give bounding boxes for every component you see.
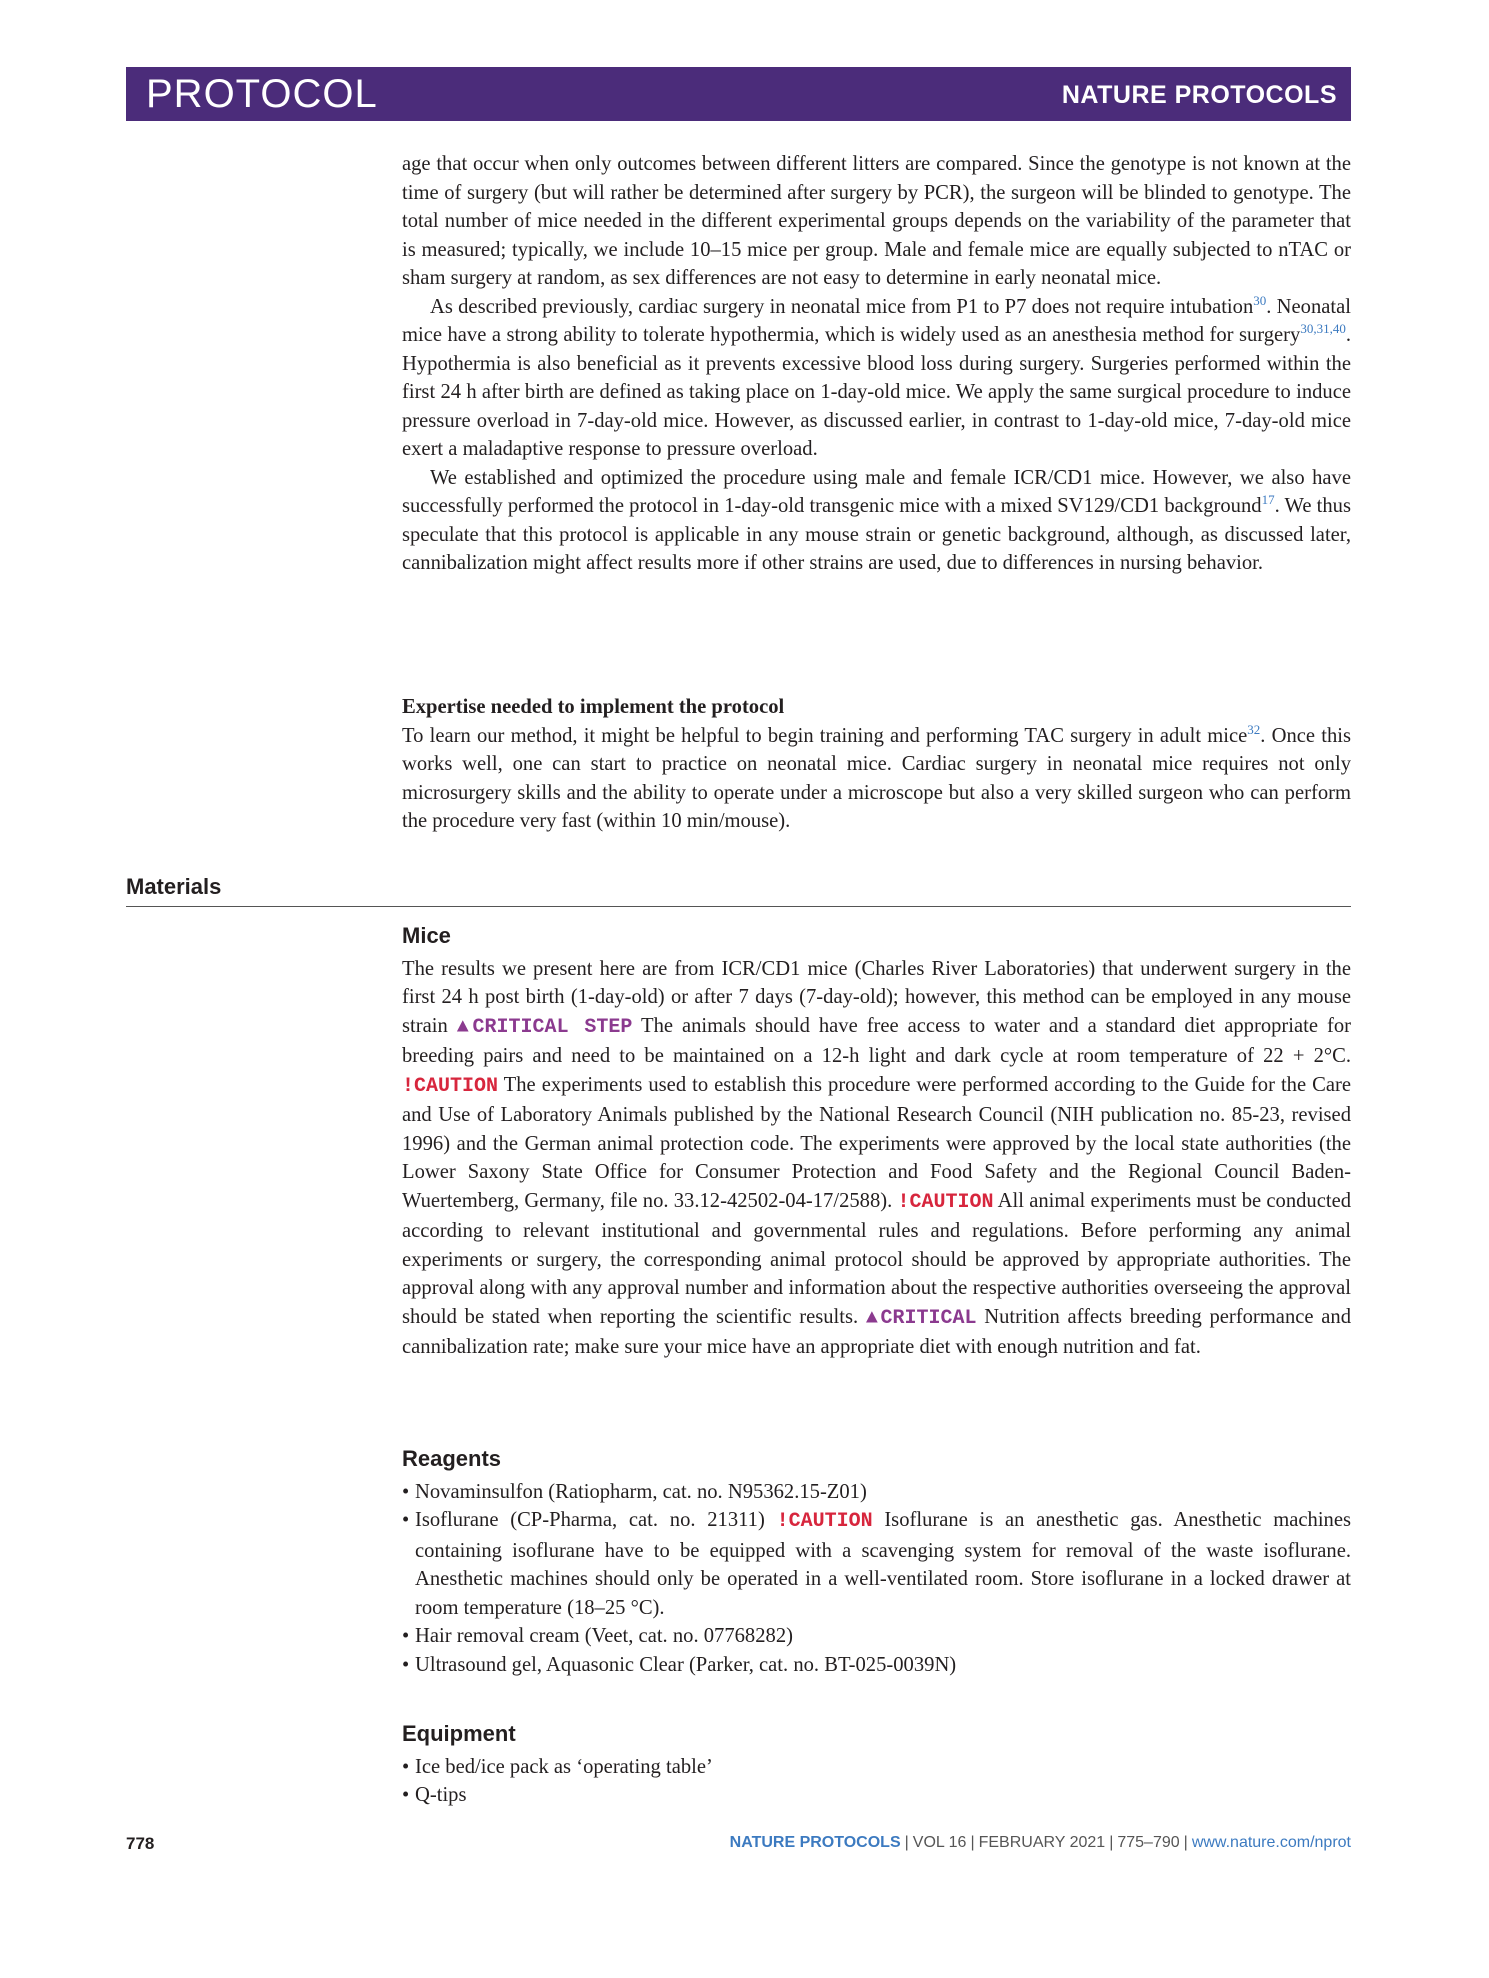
critical-flag: ▲CRITICAL [865,1306,977,1330]
expertise-section [402,693,1351,836]
citation-link[interactable]: 32 [1247,721,1261,737]
citation-link[interactable]: 30 [1253,292,1267,308]
list-item: • Ice bed/ice pack as ‘operating table’ [402,1753,1351,1782]
caution-flag: !CAUTION [402,1074,499,1098]
equipment-list [402,1753,1351,1810]
materials-title: Materials [126,874,222,899]
citation-link[interactable]: 17 [1261,492,1275,507]
equipment-section [402,1720,1351,1810]
footer-volume: VOL 16 [912,1834,967,1851]
section-label: PROTOCOL [146,72,378,116]
materials-section-bar [126,872,1351,907]
mice-paragraph: The results we present here are from ICR/CD1 mice (Charles River Laboratories) that underwent surgery in the first 24 h post birth (1-day-old) or after 7 days (7-day-old); however, this method can be employed in any mouse strain ▲CRITICAL STEP The animals should have free access to water and a standard diet appropriate for breeding pairs and need to be maintained on a 12-h light and dark cycle at room temperature of 22 + 2°C. !CAUTION The experiments used to establish this procedure were performed according to the Guide for the Care and Use of Laboratory Animals published by the National Research Council (NIH publication no. 85-23, revised 1996) and the German animal protection code. The experiments were approved by the local state authorities (the Lower Saxony State Office for Consumer Protection and Food Safety and the Regional Council Baden-Wuertemberg, Germany, file no. 33.12-42502-04-17/2588). !CAUTION All animal experiments must be conducted according to relevant institutional and governmental rules and regulations. Before performing any animal experiments or surgery, the corresponding animal protocol should be approved by appropriate authorities. The approval along with any approval number and information about the respective authorities overseeing the approval should be stated when reporting the scientific results. ▲CRITICAL Nutrition affects breeding performance and cannibalization rate; make sure your mice have an appropriate diet with enough nutrition and fat. [402,957,1352,1358]
caution-flag: !CAUTION [776,1510,873,1533]
reagents-list [402,1478,1351,1680]
footer-date: FEBRUARY 2021 [978,1834,1106,1851]
journal-url-link[interactable]: www.nature.com/nprot [1191,1834,1351,1851]
list-item: • Hair removal cream (Veet, cat. no. 07768282) [402,1622,1351,1651]
list-item: • Novaminsulfon (Ratiopharm, cat. no. N95362.15-Z01) [402,1478,1351,1507]
caution-flag: !CAUTION [897,1190,994,1214]
list-item: • Ultrasound gel, Aquasonic Clear (Parker, cat. no. BT-025-0039N) [402,1651,1351,1680]
mice-heading: Mice [402,923,451,948]
expertise-heading: Expertise needed to implement the protocol [402,696,785,718]
mice-section [402,922,1351,1362]
header-banner [126,67,1351,121]
footer-citation: NATURE PROTOCOLS | VOL 16 | FEBRUARY 2021 | 775–790 | www.nature.com/nprot [729,1834,1351,1851]
critical-step-flag: ▲CRITICAL STEP [456,1015,633,1039]
reagents-heading: Reagents [402,1446,502,1471]
equipment-heading: Equipment [402,1721,516,1746]
intro-paragraph-1: age that occur when only outcomes between different litters are compared. Since the genotype is not known at the time of surgery (but will rather be determined after surgery by PCR), the surgeon will be blinded to genotype. The total number of mice needed in the different experimental groups depends on the variability of the parameter that is measured; typically, we include 10–15 mice per group. Male and female mice are equally subjected to nTAC or sham surgery at random, as sex differences are not easy to determine in early neonatal mice. [402,153,1351,289]
footer-pages: 775–790 [1117,1834,1180,1851]
citation-link[interactable]: 30,31,40 [1300,321,1346,336]
page-number: 778 [126,1834,155,1853]
list-item: • Q-tips [402,1781,1351,1810]
intro-text [402,150,1351,578]
expertise-paragraph: To learn our method, it might be helpful to begin training and performing TAC surgery in adult mice$^{32}$. Once this works well, one can start to practice on neonatal mice. Cardiac surgery in neonatal mice requires not only microsurgery skills and the ability to operate under a microscope but also a very skilled surgeon who can perform the procedure very fast (within 10 min/mouse). [402,721,1351,832]
footer-journal: NATURE PROTOCOLS [729,1834,901,1851]
intro-paragraph-2: As described previously, cardiac surgery in neonatal mice from P1 to P7 does not require intubation$^{30}$. Neonatal mice have a strong ability to tolerate hypothermia, which is widely used as an anesthesia method for surgery$^{30,31,40}$. Hypothermia is also beneficial as it prevents excessive blood loss during surgery. Surgeries performed within the first 24 h after birth are defined as taking place on 1-day-old mice. We apply the same surgical procedure to induce pressure overload in 7-day-old mice. However, as discussed earlier, in contrast to 1-day-old mice, 7-day-old mice exert a maladaptive response to pressure overload. [402,292,1351,460]
list-item: • Isoflurane (CP-Pharma, cat. no. 21311) !CAUTION Isoflurane is an anesthetic gas. Anesthetic machines containing isoflurane have to be equipped with a scavenging system for removal of the waste isoflurane. Anesthetic machines should only be operated in a well-ventilated room. Store isoflurane in a locked drawer at room temperature (18–25 °C). [402,1506,1351,1622]
journal-name: NATURE PROTOCOLS [1061,81,1337,109]
reagents-section [402,1445,1351,1679]
intro-paragraph-3: We established and optimized the procedure using male and female ICR/CD1 mice. However, we also have successfully performed the protocol in 1-day-old transgenic mice with a mixed SV129/CD1 background$^{17}$. We thus speculate that this protocol is applicable in any mouse strain or genetic background, although, as discussed later, cannibalization might affect results more if other strains are used, due to differences in nursing behavior. [402,466,1351,574]
